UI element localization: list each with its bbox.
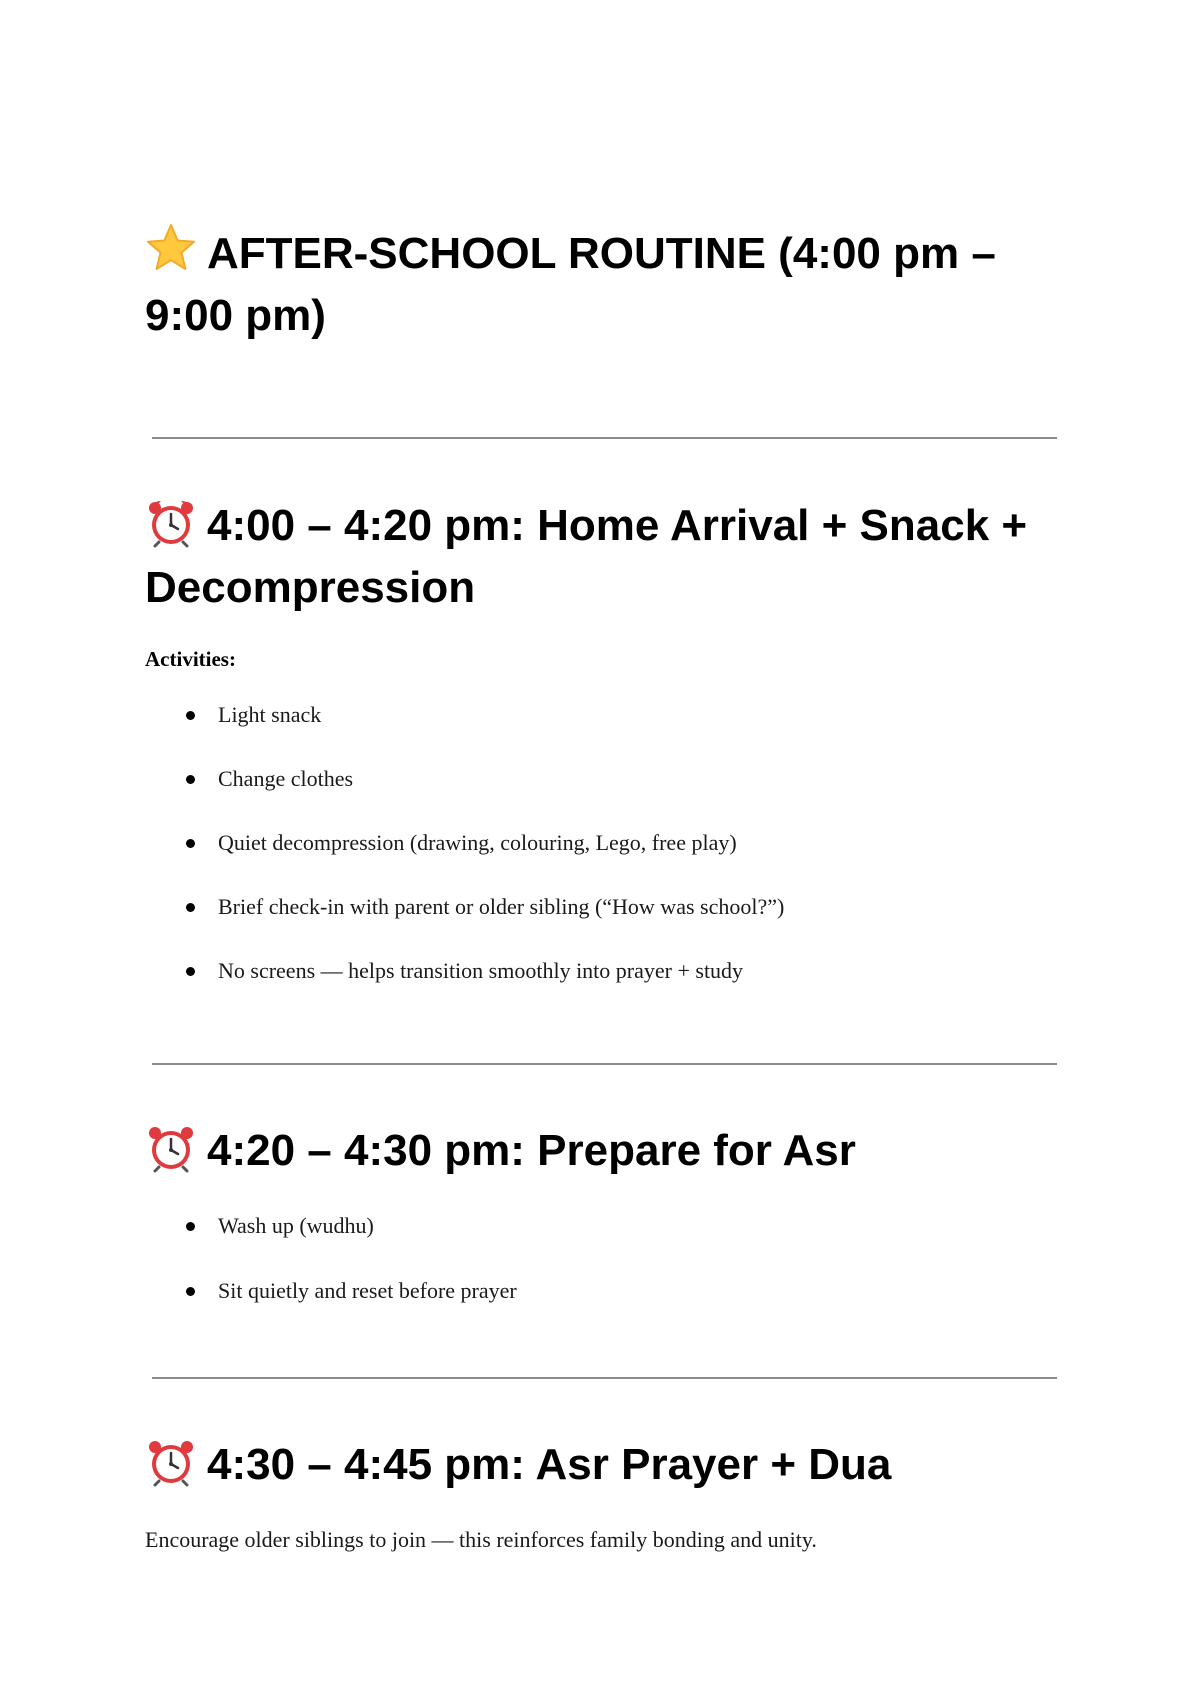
section-heading-text: 4:20 – 4:30 pm: Prepare for Asr <box>207 1126 856 1175</box>
section-heading-asr-prayer <box>145 1434 1065 1496</box>
section-heading-prepare-asr <box>145 1120 1065 1182</box>
list-item: Sit quietly and reset before prayer <box>0 1276 1200 1306</box>
divider <box>152 437 1057 439</box>
divider <box>152 1063 1057 1065</box>
list-item: Wash up (wudhu) <box>0 1211 1200 1241</box>
list-item: No screens — helps transition smoothly into prayer + study <box>0 956 1200 986</box>
activities-label: Activities: <box>145 647 236 671</box>
bullet-icon <box>186 903 195 912</box>
list-item: Change clothes <box>0 764 1200 794</box>
star-icon <box>145 222 197 274</box>
bullet-icon <box>186 711 195 720</box>
bullet-icon <box>186 839 195 848</box>
bullet-icon <box>186 775 195 784</box>
bullet-icon <box>186 1222 195 1231</box>
alarm-clock-icon <box>145 1435 197 1487</box>
page-title <box>145 222 1065 347</box>
divider <box>152 1377 1057 1379</box>
list-item: Light snack <box>0 700 1200 730</box>
alarm-clock-icon <box>145 496 197 548</box>
title-text: AFTER-SCHOOL ROUTINE (4:00 pm – 9:00 pm) <box>145 229 996 340</box>
section-heading-text: 4:30 – 4:45 pm: Asr Prayer + Dua <box>207 1440 892 1489</box>
list-item: Brief check-in with parent or older sibling (“How was school?”) <box>0 892 1200 922</box>
bullet-icon <box>186 1287 195 1296</box>
section-heading-text: 4:00 – 4:20 pm: Home Arrival + Snack + Decompression <box>145 501 1028 612</box>
alarm-clock-icon <box>145 1121 197 1173</box>
bullet-icon <box>186 967 195 976</box>
list-item: Quiet decompression (drawing, colouring, Lego, free play) <box>0 828 1200 858</box>
section-heading-home-arrival <box>145 495 1065 619</box>
asr-prayer-paragraph: Encourage older siblings to join — this reinforces family bonding and unity. <box>145 1527 817 1552</box>
